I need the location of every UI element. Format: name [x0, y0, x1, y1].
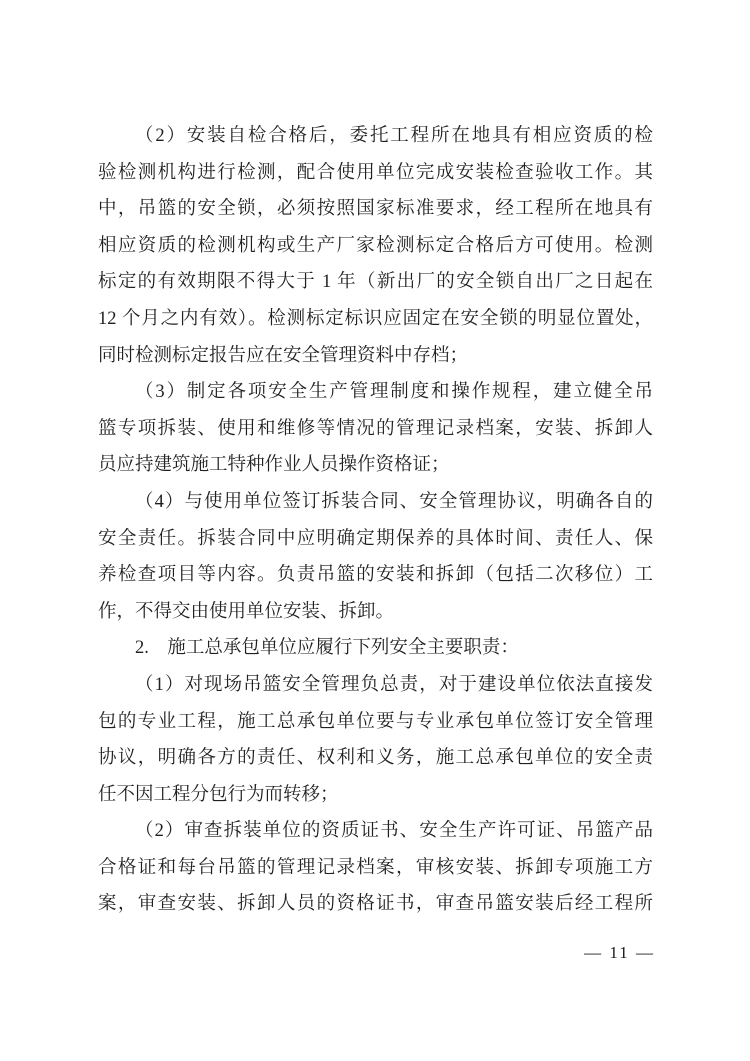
text-line: 相应资质的检测机构或生产厂家检测标定合格后方可使用。检测	[98, 235, 653, 256]
text-line: 合格证和每台吊篮的管理记录档案，审核安装、拆卸专项施工方	[98, 857, 653, 878]
text-line: （1）对现场吊篮安全管理负总责，对于建设单位依法直接发	[135, 674, 653, 695]
text-line: （3）制定各项安全生产管理制度和操作规程，建立健全吊	[135, 382, 653, 403]
text-line: 2. 施工总承包单位应履行下列安全主要职责：	[135, 638, 519, 659]
text-line: 任不因工程分包行为而转移；	[98, 784, 339, 805]
text-line: 标定的有效期限不得大于 1 年（新出厂的安全锁自出厂之日起在	[98, 272, 653, 293]
text-line: （2）审查拆装单位的资质证书、安全生产许可证、吊篮产品	[135, 821, 653, 842]
text-line: 作，不得交由使用单位安装、拆卸。	[98, 601, 395, 622]
text-line: 验检测机构进行检测，配合使用单位完成安装检查验收工作。其	[98, 162, 653, 183]
text-line: 篮专项拆装、使用和维修等情况的管理记录档案，安装、拆卸人	[98, 418, 653, 439]
document-body	[98, 118, 653, 923]
text-line: 12 个月之内有效）。检测标定标识应固定在安全锁的明显位置处，	[98, 308, 653, 329]
text-line: 养检查项目等内容。负责吊篮的安装和拆卸（包括二次移位）工	[98, 565, 653, 586]
text-line: 同时检测标定报告应在安全管理资料中存档；	[98, 345, 469, 366]
text-line: （4）与使用单位签订拆装合同、安全管理协议，明确各自的	[135, 491, 653, 512]
text-line: 安全责任。拆装合同中应明确定期保养的具体时间、责任人、保	[98, 528, 653, 549]
page-number: — 11 —	[584, 943, 655, 962]
text-line: 包的专业工程，施工总承包单位要与专业承包单位签订安全管理	[98, 711, 653, 732]
text-line: 员应持建筑施工特种作业人员操作资格证；	[98, 455, 450, 476]
text-line: 协议，明确各方的责任、权利和义务，施工总承包单位的安全责	[98, 748, 653, 769]
text-line: 中，吊篮的安全锁，必须按照国家标准要求，经工程所在地具有	[98, 199, 653, 220]
text-line: （2）安装自检合格后，委托工程所在地具有相应资质的检	[135, 126, 653, 146]
text-line: 案，审查安装、拆卸人员的资格证书，审查吊篮安装后经工程所	[98, 894, 653, 915]
